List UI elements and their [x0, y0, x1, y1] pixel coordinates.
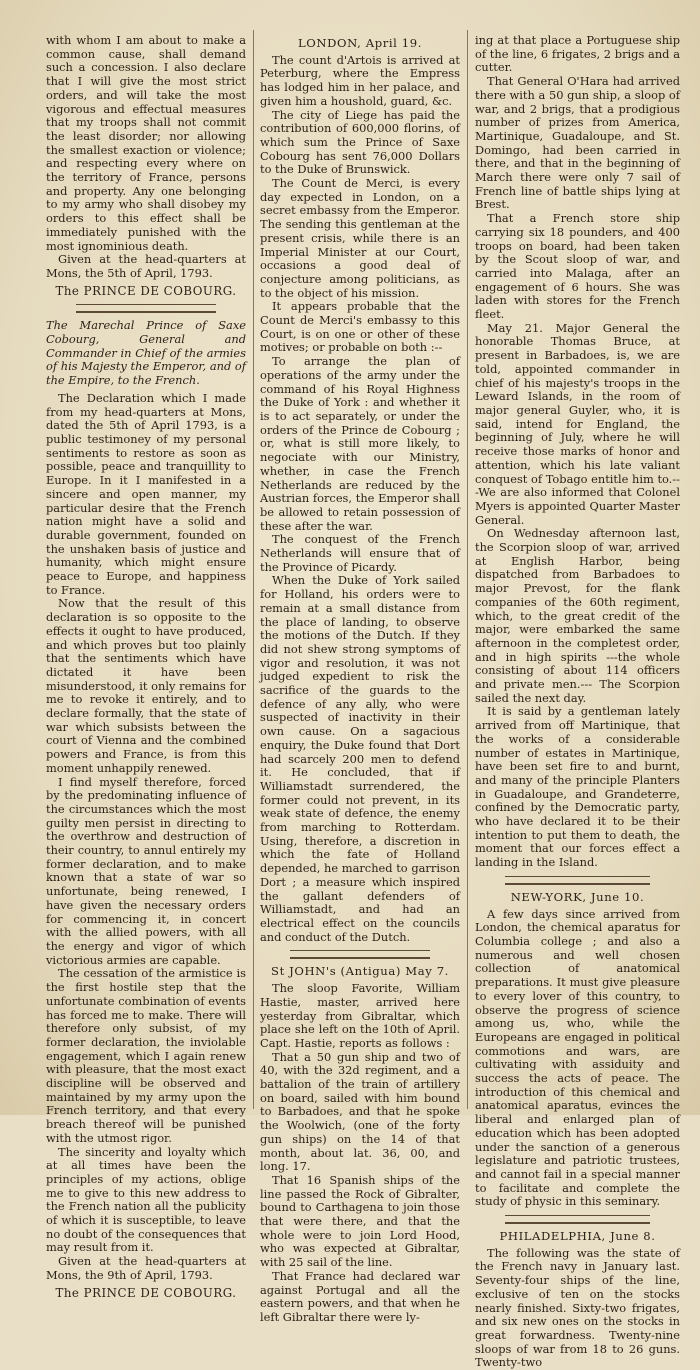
section-heading: St JOHN's (Antigua) May 7. [271, 964, 449, 979]
article-paragraph: The conquest of the French Netherlands will ensure that of the Province of Picardy. [260, 532, 460, 574]
article-paragraph: That 16 Spanish ships of the line passed the Rock of Gibralter, bound to Carthagena to join those that were there, and that the whole were to join Lord Hood, who was expected at Gibraltar, with 25 sail of the line. [260, 1172, 460, 1270]
article-paragraph: The Count de Merci, is every day expected in London, on a secret embassy from the Emperor. The sending this gentleman at the present crisis, while there is an Imperial Minister at our Court, occasions a good deal of conjecture among politicians, as to the object of his mission. [260, 176, 460, 300]
section-divider [290, 950, 430, 959]
column-middle [260, 34, 460, 1324]
article-paragraph: The city of Liege has paid the contribution of 600,000 florins, of which sum the Prince of Saxe Cobourg has sent 76,000 Dollars to the Duke of Brunswick. [260, 107, 460, 177]
section-divider [505, 876, 650, 885]
article-paragraph: A few days since arrived from London, the chemical aparatus for Columbia college ; and also a numerous and well chosen collection of anatomical preparations. It must give pleasure to every lover of this country, to observe the progress of science among us, who, while the Europeans are engaged in political commotions and wars, are cultivating with assiduity and success the acts of peace. The introduction of this chemical and anatomical aparatus, evinces the liberal and enlarged plan of education which has been adopted under the sanction of a generous legislature and patriotic trustees, and cannot fail in a special manner to facilitate and complete the study of physic in this seminary. [475, 906, 680, 1209]
article-paragraph: To arrange the plan of operations of the army under the command of his Royal Highness the Duke of York : and whether it is to act separately, or under the orders of the Prince de Cobourg ; or, what is still more likely, to negociate with our Ministry, whether, in case the French Netherlands are reduced by the Austrian forces, the Emperor shall be allowed to retain possession of these after the war. [260, 354, 460, 533]
signature: The PRINCE DE COBOURG. [55, 283, 237, 298]
article-paragraph: The Declaration which I made from my head-quarters at Mons, dated the 5th of April 1793, is a public testimoney of my personal sentiments to restore as soon as possible, peace and tranquillity to Europe. In it I manifested in a sincere and open manner, my particular desire that the French nation might have a solid and durable government, founded on the unshaken basis of justice and humanity, which might ensure peace to Europe, and happiness to France. [46, 390, 246, 597]
article-paragraph: The following was the state of the French navy in January last. Seventy-four ships of the line, exclusive of ten on the stocks nearly finished. Sixty-two frigates, and six new ones on the stocks in great forwardness. Twenty-nine sloops of war from 18 to 26 guns. Twenty-two [475, 1245, 680, 1370]
article-paragraph: On Wednesday afternoon last, the Scorpion sloop of war, arrived at English Harbor, being dispatched from Barbadoes to major Prevost, for the flank companies of the 60th regiment, which, to the great credit of the major, were embarked the same afternoon in the completest order, and in high spirits ---the whole consisting of about 114 officers and private men.--- The Scorpion sailed the next day. [475, 526, 680, 705]
column-rule [467, 30, 468, 1109]
article-paragraph: Now that the result of this declaration is so opposite to the effects it ought to have produced, and which proves but too plainly that the sentiments which have dictated it have been misunderstood, it only remains for me to revoke it entirely, and to declare formally, that the state of war which subsists between the court of Vienna and the combined powers and France, is from this moment unhappily renewed. [46, 596, 246, 775]
article-paragraph: May 21. Major General the honorable Thomas Bruce, at present in Barbadoes, is, we are told, appointed commander in chief of his majesty's troops in the Leward Islands, in the room of major general Guyler, who, it is said, intend for England, the beginning of July, where he will receive those marks of honor and attention, which his late valiant conquest of Tobago entitle him to.---We are also informed that Colonel Myers is appointed Quarter Master General. [475, 320, 680, 527]
signature: The PRINCE DE COBOURG. [55, 1285, 237, 1300]
column-left [46, 33, 246, 1300]
article-paragraph: That a French store ship carrying six 18 pounders, and 400 troops on board, had been taken by the Scout sloop of war, and carried into Malaga, after an engagement of 6 hours. She was laden with stores for the French fleet. [475, 211, 680, 322]
article-paragraph: That General O'Hara had arrived there with a 50 gun ship, a sloop of war, and 2 brigs, that a prodigious number of prizes from America, Martinique, Guadaloupe, and St. Domingo, had been carried in there, and that in the beginning of March there were only 7 sail of French line of battle ships lying at Brest. [475, 74, 680, 212]
section-heading: LONDON, April 19. [298, 36, 422, 50]
article-paragraph: It is said by a gentleman lately arrived from off Martinique, that the works of a considerable number of estates in Martinique, have been set fire to and burnt, and many of the principle Planters in Guadaloupe, and Grandeterre, confined by the Democratic party, who have declared it to be their intention to put them to death, the moment that our forces effect a landing in the Island. [475, 704, 680, 870]
article-paragraph: ing at that place a Portuguese ship of the line, 6 frigates, 2 brigs and a cutter. [475, 33, 680, 75]
article-paragraph: The sloop Favorite, William Hastie, master, arrived here yesterday from Gibraltar, which place she left on the 10th of April. Capt. Hastie, reports as follows : [260, 981, 460, 1050]
column-rule [253, 30, 254, 1109]
section-divider [505, 1215, 650, 1224]
article-paragraph: When the Duke of York sailed for Holland, his orders were to remain at a small distance from the place of landing, to observe the motions of the Dutch. If they did not shew strong symptoms of vigor and resolution, it was not judged expedient to risk the sacrifice of the guards to the defence of any ally, who were suspected of inactivity in their own cause. On a sagacious enquiry, the Duke found that Dort had scarcely 200 men to defend it. He concluded, that if Williamstadt surrendered, the former could not prevent, in its weak state of defence, the enemy from marching to Rotterdam. Using, therefore, a discretion in which the fate of Holland depended, he marched to garrison Dort ; a measure which inspired the gallant defenders of Williamstadt, and had an electrical effect on the councils and conduct of the Dutch. [260, 573, 460, 944]
article-paragraph: It appears probable that the Count de Merci's embassy to this Court, is on one or other of these motives; or probable on both :-- [260, 299, 460, 355]
dateline: Given at the head-quarters at Mons, the 9th of April, 1793. [46, 1254, 246, 1282]
article-paragraph: I find myself therefore, forced by the predominating influence of the circumstances which the most guilty men persist in directing to the overthrow and destruction of their country, to annul entirely my former declaration, and to make known that a state of war so unfortunate, being renewed, I have given the necessary orders for commencing it, in concert with the allied powers, with all the energy and vigor of which victorious armies are capable. [46, 774, 246, 967]
section-heading: PHILADELPHIA, June 8. [499, 1229, 656, 1244]
article-paragraph: That France had declared war against Portugal and all the eastern powers, and that when he left Gibraltar there were ly- [260, 1268, 460, 1324]
article-paragraph: The sincerity and loyalty which at all times have been the principles of my actions, oblige me to give to this new address to the French nation all the publicity of which it is susceptible, to leave no doubt of the consequences that may result from it. [46, 1144, 246, 1255]
section-divider [76, 304, 216, 313]
article-title: The Marechal Prince of Saxe Cobourg, General and Commander in Chief of the armies of his Majesty the Emperor, and of the Empire, to the French. [46, 318, 246, 388]
article-paragraph: The cessation of the armistice is the first hostile step that the unfortunate combination of events has forced me to make. There will therefore only subsist, of my former declaration, the inviolable engagement, which I again renew with pleasure, that the most exact discipline will be observed and maintained by my army upon the French territory, and that every breach thereof will be punished with the utmost rigor. [46, 966, 246, 1145]
article-paragraph: with whom I am about to make a common cause, shall demand such a concession. I also declare that I will give the most strict orders, and will take the most vigorous and effectual measures that my troops shall not commit the least disorder; nor allowing the smallest exaction or violence; and respecting every where on the territory of France, persons and property. Any one belonging to my army who shall disobey my orders to this effect shall be immediately punished with the most ignominious death. [46, 33, 246, 253]
column-right [475, 33, 680, 1370]
article-paragraph: That a 50 gun ship and two of 40, with the 32d regiment, and a battalion of the train of artillery on board, sailed with him bound to Barbadoes, and that he spoke the Woolwich, (one of the forty gun ships) on the 14 of that month, about lat. 36, 00, and long. 17. [260, 1049, 460, 1174]
article-paragraph: The count d'Artois is arrived at Peterburg, where the Empress has lodged him in her palace, and given him a houshold, guard, &c. [260, 52, 460, 108]
section-heading: NEW-YORK, June 10. [510, 889, 645, 904]
dateline: Given at the head-quarters at Mons, the 5th of April, 1793. [46, 252, 246, 280]
